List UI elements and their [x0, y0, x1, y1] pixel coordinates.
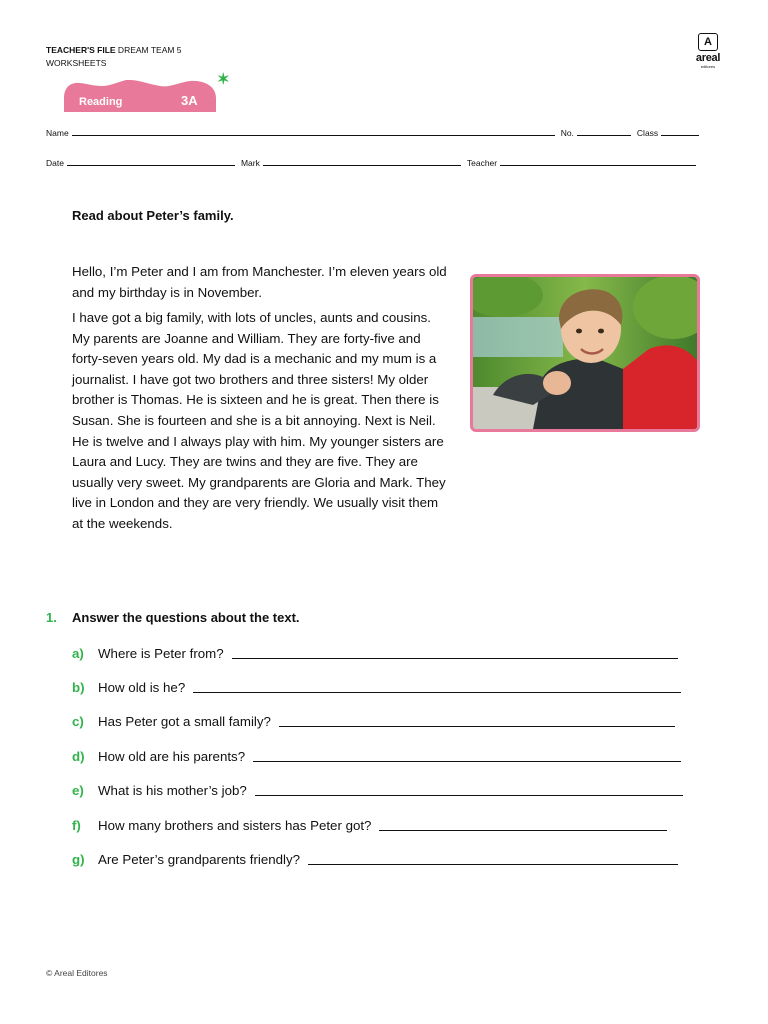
brand-bold: TEACHER'S FILE — [46, 45, 116, 55]
teacher-field[interactable] — [500, 165, 696, 166]
answer-line[interactable] — [232, 658, 678, 659]
logo-sub: editores — [700, 64, 716, 69]
question-letter: b) — [72, 680, 85, 695]
badge-label: Reading — [79, 96, 123, 108]
class-field[interactable] — [661, 135, 699, 136]
question-letter: a) — [72, 646, 84, 661]
brand-rest: DREAM TEAM 5 — [115, 45, 182, 55]
boy-photo — [470, 274, 700, 432]
question-row — [72, 815, 667, 833]
sparkle-icon: ✶ — [217, 71, 230, 88]
header-subtitle: WORKSHEETS — [46, 58, 107, 68]
exercise-number: 1. — [46, 610, 57, 625]
footer-copyright: © Areal Editores — [46, 968, 108, 978]
question-letter: f) — [72, 818, 81, 833]
question-text: What is his mother’s job? — [98, 783, 247, 798]
number-field[interactable] — [577, 135, 631, 136]
question-row — [72, 643, 678, 661]
header-brand — [46, 44, 182, 70]
question-letter: d) — [72, 749, 85, 764]
question-letter: c) — [72, 714, 84, 729]
reading-title: Read about Peter’s family. — [72, 208, 234, 223]
question-row — [72, 780, 683, 798]
mark-label: Mark — [240, 158, 260, 168]
exercise-instruction: Answer the questions about the text. — [72, 610, 300, 625]
question-text: Where is Peter from? — [98, 646, 224, 661]
question-row — [72, 711, 675, 729]
question-row — [72, 746, 681, 764]
teacher-label: Teacher — [466, 158, 498, 168]
name-row — [46, 124, 708, 138]
question-letter: g) — [72, 852, 85, 867]
date-label: Date — [46, 158, 64, 168]
question-text: How old are his parents? — [98, 749, 246, 764]
answer-line[interactable] — [379, 830, 667, 831]
badge-code: 3A — [181, 93, 198, 108]
answer-line[interactable] — [193, 692, 681, 693]
answer-line[interactable] — [308, 864, 678, 865]
answer-line[interactable] — [279, 726, 675, 727]
answer-line[interactable] — [255, 795, 683, 796]
mark-field[interactable] — [263, 165, 461, 166]
name-field[interactable] — [72, 135, 555, 136]
class-label: Class — [636, 128, 659, 138]
areal-logo-icon — [688, 33, 728, 69]
date-row — [46, 154, 708, 168]
logo-word: areal — [695, 52, 721, 64]
exercise-heading — [46, 610, 300, 625]
reading-paragraph-1: Hello, I’m Peter and I am from Manchester. I’m eleven years old and my birthday is in November. — [72, 264, 447, 300]
answer-line[interactable] — [253, 761, 681, 762]
question-row — [72, 677, 681, 695]
name-label: Name — [46, 128, 69, 138]
question-letter: e) — [72, 783, 84, 798]
question-row — [72, 849, 678, 867]
date-field[interactable] — [67, 165, 235, 166]
question-text: Has Peter got a small family? — [98, 714, 271, 729]
reading-paragraph-2: I have got a big family, with lots of uncles, aunts and cousins. My parents are Joanne and William. They are forty-five and forty-seven years old. My dad is a mechanic and my mum is a journalist. I have got two brothers and three sisters! My older brother is Thomas. He is sixteen and he is great. Then there is Susan. She is fourteen and she is a bit annoying. Next is Neil. He is twelve and I always play with him. My younger sisters are Laura and Lucy. They are twins and they are five. They are usually very sweet. My grandparents are Gloria and Mark. They live in London and they are very friendly. We usually visit them at the weekends. — [72, 310, 446, 531]
number-label: No. — [560, 128, 574, 138]
logo-mark: A — [698, 33, 718, 51]
question-text: How old is he? — [98, 680, 186, 695]
question-text: Are Peter’s grandparents friendly? — [98, 852, 301, 867]
question-text: How many brothers and sisters has Peter got? — [98, 818, 372, 833]
